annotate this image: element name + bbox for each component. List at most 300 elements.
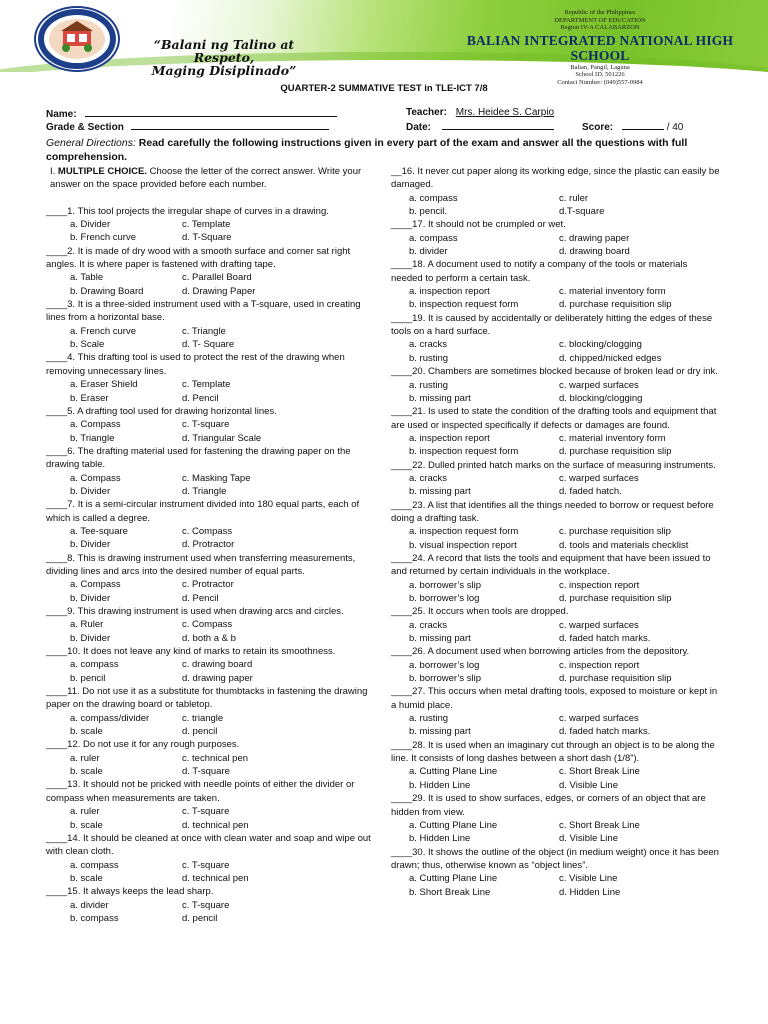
question-item <box>46 778 376 831</box>
question-stem: 25. It occurs when tools are dropped. <box>412 606 569 618</box>
answer-option: c. Template <box>182 379 231 391</box>
question-text <box>391 685 721 712</box>
answer-option: b. borrower’s log <box>409 593 480 604</box>
answer-option: c. purchase requisition slip <box>559 526 671 538</box>
question-stem: 1. This tool projects the irregular shape of curves in a drawing. <box>67 205 329 217</box>
name-field[interactable] <box>85 107 337 117</box>
question-text <box>391 605 721 618</box>
answer-option: b. inspection request form <box>409 299 519 311</box>
question-stem: 12. Do not use it for any rough purposes. <box>67 739 240 751</box>
answer-options <box>46 418 376 445</box>
answer-option: b. missing part <box>409 392 471 404</box>
answer-option: a. Cutting Plane Line <box>409 819 498 831</box>
answer-options <box>391 872 721 899</box>
question-text <box>391 739 721 766</box>
answer-option: a. cracks <box>409 339 448 351</box>
answer-option: d. drawing board <box>559 246 630 258</box>
question-item <box>391 405 721 458</box>
question-item <box>391 165 721 218</box>
question-item <box>46 685 376 738</box>
question-item <box>391 685 721 738</box>
date-field[interactable] <box>442 120 554 130</box>
answer-option: a. cracks <box>409 619 448 631</box>
question-item <box>46 351 376 404</box>
answer-option: c. warped surfaces <box>559 619 639 631</box>
answer-option: a. Compass <box>70 419 121 431</box>
question-stem: 23. A list that identifies all the things needed to borrow or request before doing a drafting task. <box>391 499 714 524</box>
answer-option: b. Divider <box>70 632 111 644</box>
answer-option: d. Pencil <box>182 592 219 604</box>
answer-option: c. Visible Line <box>559 873 618 885</box>
answer-option: c. Parallel Board <box>182 272 252 284</box>
directions-label: General Directions: <box>46 137 136 149</box>
answer-option: b. Divider <box>70 539 111 551</box>
question-stem: 17. It should not be crumpled or wet. <box>412 219 566 231</box>
question-item <box>391 645 721 685</box>
teacher-label: Teacher: <box>406 107 447 118</box>
question-item <box>391 365 721 405</box>
answer-blank[interactable]: ____ <box>391 312 413 324</box>
answer-blank[interactable]: ____ <box>46 245 68 257</box>
motto-line-2: Maging Disiplinado” <box>151 63 297 78</box>
answer-options <box>391 338 721 365</box>
answer-options <box>391 379 721 406</box>
answer-option: b. scale <box>70 819 103 831</box>
question-item <box>46 298 376 351</box>
question-text <box>391 258 721 285</box>
question-stem: 18. A document used to notify a company of the tools or materials needed to perform a certain task. <box>391 259 688 284</box>
region-text: Region IV-A CALABARZON <box>560 24 640 31</box>
school-id: School ID. 501226 <box>575 71 625 78</box>
question-stem: 6. The drafting material used for fastening the drawing paper on the drawing table. <box>46 445 351 471</box>
directions-text: Read carefully the following instructions given in every part of the exam and answer all the questions with full comprehension. <box>46 137 688 163</box>
question-stem: 20. Chambers are sometimes blocked because of broken lead or dry ink. <box>412 366 718 378</box>
answer-options <box>46 525 376 552</box>
question-stem: 4. This drafting tool is used to protect the rest of the drawing when removing unnecessary lines. <box>46 352 345 377</box>
answer-option: b. Eraser <box>70 392 109 404</box>
question-stem: 21. Is used to state the condition of the drafting tools and equipment that are used or inspected specifically if defects or damages are found. <box>391 406 717 431</box>
question-item <box>46 552 376 605</box>
school-name: BALIAN INTEGRATED NATIONAL HIGH SCHOOL <box>466 32 734 63</box>
question-stem: 15. It always keeps the lead sharp. <box>67 886 214 898</box>
answer-options <box>46 899 376 926</box>
answer-option: b. missing part <box>409 633 471 645</box>
answer-option: c. ruler <box>559 192 589 204</box>
question-item <box>391 312 721 365</box>
question-text <box>46 778 376 805</box>
answer-option: c. Masking Tape <box>182 472 251 484</box>
answer-blank[interactable]: ____ <box>46 405 68 417</box>
answer-option: d. chipped/nicked edges <box>559 352 662 364</box>
answer-option: d. both a & b <box>182 632 236 644</box>
question-stem: 22. Dulled printed hatch marks on the surface of measuring instruments. <box>412 459 716 471</box>
answer-blank[interactable]: ____ <box>391 499 413 511</box>
questions-right-column <box>391 165 721 899</box>
answer-blank[interactable]: ____ <box>46 352 68 364</box>
question-text <box>46 885 376 898</box>
question-text <box>46 298 376 325</box>
department-text: DEPARTMENT OF EDUCATION <box>554 16 646 24</box>
answer-option: d. faded hatch. <box>559 486 622 498</box>
section-header <box>46 165 376 192</box>
question-text <box>46 351 376 378</box>
grade-label: Grade & Section <box>46 122 124 133</box>
question-text <box>391 846 721 873</box>
answer-option: c. warped surfaces <box>559 713 639 725</box>
answer-options <box>46 658 376 685</box>
question-text <box>46 205 376 218</box>
answer-options <box>46 712 376 739</box>
answer-option: a. compass/divider <box>70 712 150 724</box>
answer-option: c. Template <box>182 219 231 231</box>
answer-option: b. rusting <box>409 352 449 364</box>
question-text <box>391 792 721 819</box>
answer-options <box>391 525 721 552</box>
answer-option: d. purchase requisition slip <box>559 593 672 604</box>
answer-option: b. French curve <box>70 232 136 244</box>
answer-blank[interactable]: ____ <box>391 793 413 805</box>
answer-options <box>391 285 721 312</box>
answer-blank[interactable]: ____ <box>391 366 413 378</box>
answer-option: b. Divider <box>70 592 111 604</box>
question-stem: 10. It does not leave any kind of marks to retain its smoothness. <box>67 646 336 658</box>
answer-option: a. compass <box>409 232 458 244</box>
answer-option: d. tools and materials checklist <box>559 539 689 551</box>
question-item <box>391 792 721 845</box>
score-row <box>582 120 683 133</box>
answer-blank[interactable]: ____ <box>391 739 413 751</box>
question-stem: 11. Do not use it as a substitute for thumbtacks in fastening the drawing paper on the drawing board or tabletop. <box>46 686 368 711</box>
question-stem: 19. It is caused by accidentally or deliberately hitting the edges of these tools on a hard surface. <box>391 312 713 338</box>
question-text <box>391 459 721 472</box>
answer-option: d. faded hatch marks. <box>559 726 651 738</box>
question-text <box>46 245 376 272</box>
question-stem: 27. This occurs when metal drafting tools, exposed to moisture or kept in a humid place. <box>391 686 718 711</box>
question-stem: 26. A document used when borrowing articles from the depository. <box>412 646 690 658</box>
answer-option: d. T- Square <box>182 339 235 351</box>
question-text <box>46 498 376 525</box>
answer-option: c. Short Break Line <box>559 766 640 778</box>
answer-blank[interactable]: ____ <box>46 205 68 217</box>
answer-blank[interactable]: ____ <box>391 552 413 564</box>
answer-option: a. inspection report <box>409 432 490 444</box>
answer-option: b. missing part <box>409 726 471 738</box>
school-seal-logo <box>34 6 120 72</box>
question-text <box>46 405 376 418</box>
score-field[interactable] <box>622 120 664 130</box>
answer-options <box>46 218 376 245</box>
question-text <box>391 645 721 658</box>
question-item <box>46 605 376 645</box>
question-stem: 16. It never cut paper along its working edge, since the plastic can easily be damaged. <box>391 166 720 191</box>
answer-options <box>391 432 721 459</box>
question-stem: 5. A drafting tool used for drawing horizontal lines. <box>67 405 277 417</box>
answer-blank[interactable]: ____ <box>391 846 413 858</box>
answer-option: c. drawing board <box>182 659 253 671</box>
answer-options <box>391 619 721 646</box>
question-text <box>391 365 721 378</box>
question-item <box>391 499 721 552</box>
answer-option: a. divider <box>70 899 109 911</box>
question-item <box>46 205 376 245</box>
question-text <box>46 832 376 859</box>
answer-options <box>46 805 376 832</box>
answer-options <box>391 192 721 219</box>
answer-option: b. scale <box>70 872 103 884</box>
answer-option: d. faded hatch marks. <box>559 633 651 645</box>
answer-blank[interactable]: ____ <box>46 552 68 564</box>
answer-option: a. compass <box>70 859 119 871</box>
answer-option: d. purchase requisition slip <box>559 299 672 311</box>
question-text <box>46 605 376 618</box>
question-item <box>46 498 376 551</box>
answer-options <box>46 271 376 298</box>
republic-text: Republic of the Philippines <box>564 9 636 16</box>
question-text <box>391 312 721 339</box>
answer-option: d. drawing paper <box>182 672 253 684</box>
answer-option: c. inspection report <box>559 659 640 671</box>
answer-option: d. technical pen <box>182 872 249 884</box>
answer-option: d. purchase requisition slip <box>559 673 672 685</box>
teacher-value: Mrs. Heidee S. Carpio <box>455 107 555 118</box>
answer-option: a. Compass <box>70 472 121 484</box>
answer-options <box>46 578 376 605</box>
answer-option: c. Compass <box>182 619 233 631</box>
answer-option: a. Tee-square <box>70 525 128 537</box>
answer-option: b. pencil. <box>409 206 448 218</box>
answer-options <box>391 472 721 499</box>
school-address: Balian, Pangil, Laguna <box>570 63 630 71</box>
answer-blank[interactable]: ____ <box>391 259 413 271</box>
answer-option: d. purchase requisition slip <box>559 446 672 458</box>
answer-option: b. Drawing Board <box>70 285 144 297</box>
score-total: / 40 <box>666 122 684 133</box>
answer-option: b. scale <box>70 766 103 778</box>
general-directions <box>46 136 726 164</box>
answer-option: d. Protractor <box>182 539 235 551</box>
answer-option: c. inspection report <box>559 579 640 591</box>
answer-options <box>391 712 721 739</box>
answer-blank[interactable]: ____ <box>46 499 68 511</box>
answer-options <box>391 765 721 792</box>
question-item <box>46 738 376 778</box>
answer-options <box>391 659 721 686</box>
answer-option: c. material inventory form <box>559 432 666 444</box>
answer-option: d. Visible Line <box>559 833 618 845</box>
answer-option: a. inspection request form <box>409 526 519 538</box>
question-stem: 13. It should not be pricked with needle points of either the divider or compass when measurements are taken. <box>46 779 355 804</box>
question-text <box>46 552 376 579</box>
question-text <box>46 738 376 751</box>
school-motto <box>124 38 324 77</box>
answer-option: d. T-Square <box>182 232 232 244</box>
answer-option: d. T-square <box>182 766 230 778</box>
answer-option: a. Cutting Plane Line <box>409 766 498 778</box>
answer-option: b. borrower’s slip <box>409 673 481 685</box>
answer-blank[interactable]: ____ <box>46 606 68 617</box>
answer-option: b. pencil <box>70 672 106 684</box>
school-info <box>440 9 760 86</box>
answer-option: c. Compass <box>182 525 233 537</box>
answer-option: c. drawing paper <box>559 232 630 244</box>
school-contact: Contact Number: (049)557-0984 <box>557 78 643 86</box>
answer-blank[interactable]: ____ <box>391 406 413 418</box>
answer-option: c. Protractor <box>182 579 234 591</box>
answer-options <box>391 819 721 846</box>
answer-option: b. Hidden Line <box>409 833 471 845</box>
answer-blank[interactable]: ____ <box>391 606 413 618</box>
question-text <box>391 218 721 231</box>
answer-option: d. pencil <box>182 726 218 738</box>
answer-blank[interactable]: ____ <box>391 646 413 658</box>
answer-blank[interactable]: ____ <box>46 646 68 658</box>
answer-option: d. Hidden Line <box>559 886 621 898</box>
answer-option: a. Eraser Shield <box>70 379 138 391</box>
question-stem: 7. It is a semi-circular instrument divided into 180 equal parts, each of which is called a degree. <box>46 499 360 524</box>
answer-option: b. visual inspection report <box>409 539 517 551</box>
answer-options <box>391 579 721 606</box>
question-item <box>391 218 721 258</box>
answer-option: b. missing part <box>409 486 471 498</box>
answer-options <box>46 752 376 779</box>
answer-option: a. French curve <box>70 325 136 337</box>
question-item <box>46 445 376 498</box>
answer-option: b. Scale <box>70 339 105 351</box>
answer-option: b. inspection request form <box>409 446 519 458</box>
answer-options <box>391 232 721 259</box>
answer-blank[interactable]: ____ <box>46 832 68 844</box>
question-stem: 8. This is drawing instrument used when transferring measurements, dividing lines and arcs into the desired number of equal parts. <box>46 552 356 577</box>
question-stem: 30. It shows the outline of the object (in medium weight) once it has been drawn; thus, otherwise known as “object lines”. <box>391 846 719 871</box>
section-instruction: Choose the letter of the correct answer. Write your answer on the space provided before each number. <box>50 166 362 191</box>
question-stem: 14. It should be cleaned at once with clean water and soap and wipe out with clean cloth. <box>46 832 371 858</box>
answer-options <box>46 618 376 645</box>
answer-option: b. Triangle <box>70 432 115 444</box>
answer-option: c. T-square <box>182 419 230 431</box>
question-item <box>391 739 721 792</box>
answer-blank[interactable]: ____ <box>46 739 68 751</box>
answer-option: c. material inventory form <box>559 286 666 298</box>
question-item <box>391 846 721 899</box>
answer-option: b. divider <box>409 246 448 258</box>
answer-option: c. Short Break Line <box>559 819 640 831</box>
answer-option: a. borrower’s slip <box>409 579 481 591</box>
grade-section-field[interactable] <box>131 120 329 130</box>
answer-blank[interactable]: ____ <box>391 459 413 471</box>
answer-option: b. Divider <box>70 485 111 497</box>
question-item <box>46 405 376 445</box>
question-text <box>391 552 721 579</box>
answer-option: b. Hidden Line <box>409 779 471 791</box>
answer-option: d. pencil <box>182 912 218 924</box>
name-label: Name: <box>46 109 77 120</box>
answer-blank[interactable]: ____ <box>46 779 68 791</box>
score-label: Score: <box>582 122 614 133</box>
answer-blank[interactable]: __ <box>391 166 402 177</box>
answer-option: c. blocking/clogging <box>559 339 642 351</box>
answer-option: d. Triangle <box>182 485 227 497</box>
answer-option: a. Divider <box>70 219 111 231</box>
answer-option: b. compass <box>70 912 119 924</box>
question-stem: 29. It is used to show surfaces, edges, or corners of an object that are hidden from view. <box>391 793 706 818</box>
test-title: QUARTER-2 SUMMATIVE TEST in TLE-ICT 7/8 <box>280 83 488 94</box>
question-item <box>46 245 376 298</box>
answer-option: a. rusting <box>409 379 449 391</box>
answer-option: a. rusting <box>409 713 449 725</box>
question-text <box>391 165 721 192</box>
question-text <box>391 405 721 432</box>
questions-left-column <box>46 165 376 925</box>
name-row <box>46 107 337 120</box>
answer-option: a. compass <box>70 659 119 671</box>
question-item <box>391 258 721 311</box>
question-stem: 9. This drawing instrument is used when drawing arcs and circles. <box>67 606 344 617</box>
answer-option: a. Table <box>70 272 104 284</box>
answer-option: b. scale <box>70 726 103 738</box>
question-item <box>391 459 721 499</box>
question-text <box>46 445 376 472</box>
answer-options <box>46 859 376 886</box>
question-text <box>391 499 721 526</box>
answer-option: c. Triangle <box>182 325 226 337</box>
answer-blank[interactable]: ____ <box>46 445 68 457</box>
question-item <box>46 832 376 885</box>
answer-blank[interactable]: ____ <box>46 886 68 898</box>
answer-option: a. inspection report <box>409 286 490 298</box>
answer-option: a. ruler <box>70 806 100 818</box>
question-stem: 2. It is made of dry wood with a smooth surface and corner sat right angles. It is where paper is fastened with drafting tape. <box>46 245 351 271</box>
question-stem: 24. A record that lists the tools and equipment that have been issued to and returned by certain individuals in the workplace. <box>391 552 711 578</box>
answer-option: c. warped surfaces <box>559 379 639 391</box>
question-item <box>391 552 721 605</box>
answer-option: d. technical pen <box>182 819 249 831</box>
question-stem: 3. It is a three-sided instrument used with a T-square, used in creating lines from a horizontal base. <box>46 299 361 324</box>
answer-blank[interactable]: ____ <box>46 299 68 311</box>
answer-option: b. Short Break Line <box>409 886 491 898</box>
answer-option: d. Pencil <box>182 392 219 404</box>
grade-row <box>46 120 329 133</box>
answer-option: a. cracks <box>409 472 448 484</box>
motto-line-1: “Balani ng Talino at Respeto, <box>153 37 295 65</box>
question-item <box>391 605 721 645</box>
answer-option: d. blocking/clogging <box>559 392 643 404</box>
answer-option: d.T-square <box>559 206 605 218</box>
answer-option: c. T-square <box>182 806 230 818</box>
date-row <box>406 120 554 133</box>
answer-option: a. Cutting Plane Line <box>409 873 498 885</box>
answer-options <box>46 472 376 499</box>
answer-option: a. Ruler <box>70 619 104 631</box>
question-text <box>46 685 376 712</box>
answer-blank[interactable]: ____ <box>391 686 413 698</box>
teacher-row <box>406 107 554 118</box>
section-title: MULTIPLE CHOICE. <box>57 166 147 177</box>
answer-options <box>46 378 376 405</box>
answer-option: c. triangle <box>182 712 224 724</box>
date-label: Date: <box>406 122 432 133</box>
answer-option: d. Drawing Paper <box>182 285 256 297</box>
answer-option: a. Compass <box>70 579 121 591</box>
answer-options <box>46 325 376 352</box>
answer-option: d. Triangular Scale <box>182 432 262 444</box>
answer-blank[interactable]: ____ <box>46 686 68 698</box>
question-stem: 28. It is used when an imaginary cut through an object is to be along the line. It consists of long dashes between a short dash (1/8”). <box>391 739 715 765</box>
answer-blank[interactable]: ____ <box>391 219 413 231</box>
answer-option: a. borrower’s log <box>409 659 480 671</box>
answer-option: c. T-square <box>182 899 230 911</box>
answer-option: a. ruler <box>70 752 100 764</box>
question-item <box>46 885 376 925</box>
